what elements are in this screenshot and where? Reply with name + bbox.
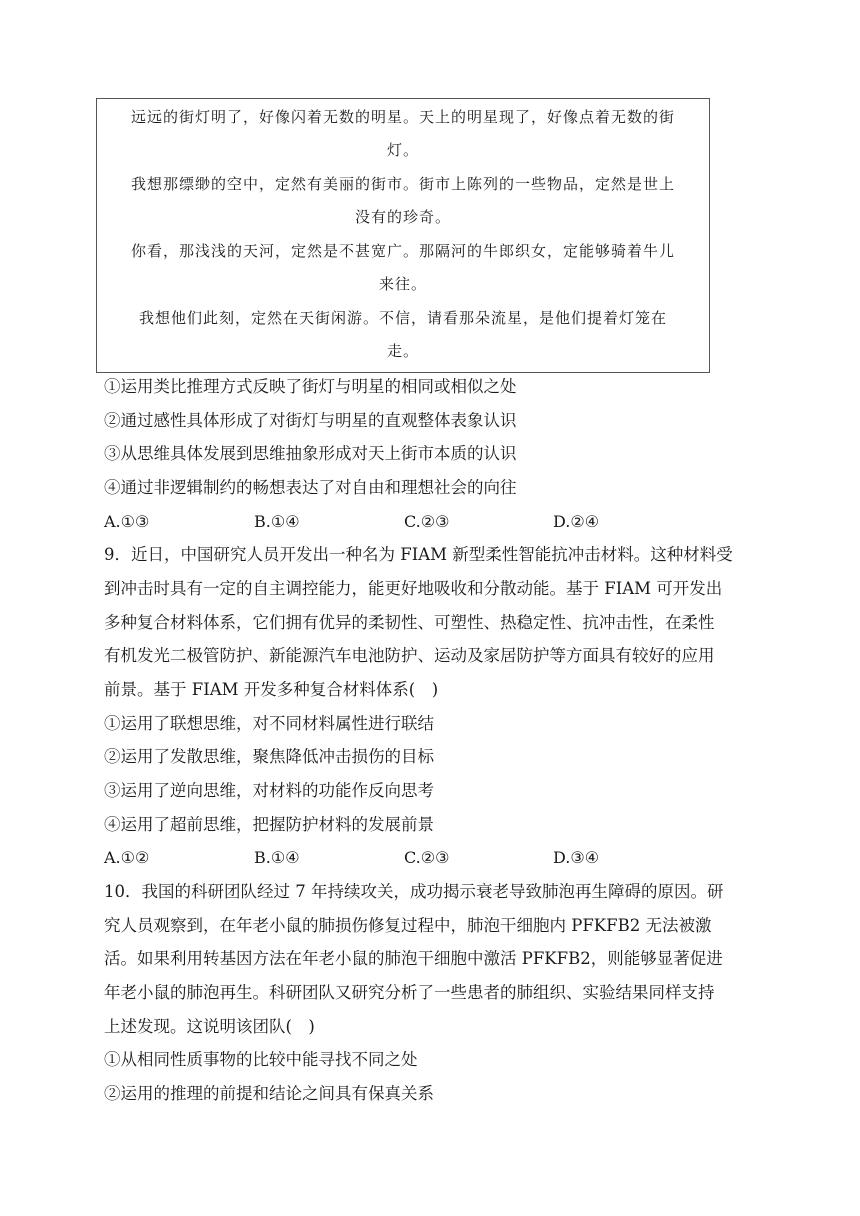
q10-statement-1: ①从相同性质事物的比较中能寻找不同之处 (104, 1050, 418, 1069)
poem-line: 走。 (386, 342, 419, 360)
q10-text-line: 究人员观察到，在年老小鼠的肺损伤修复过程中，肺泡干细胞内 PFKFB2 无法被激 (104, 916, 712, 935)
poem-line: 灯。 (386, 141, 419, 159)
q8-option-a: A.①③ (104, 512, 150, 531)
q8-statement-3: ③从思维具体发展到思维抽象形成对天上街市本质的认识 (104, 444, 517, 463)
q8-option-c: C.②③ (404, 512, 450, 531)
q9-statement-3: ③运用了逆向思维，对材料的功能作反向思考 (104, 781, 434, 800)
poem-line: 远远的街灯明了，好像闪着无数的明星。天上的明星现了，好像点着无数的街 (130, 108, 675, 126)
q10-text-line: 10．我国的科研团队经过 7 年持续攻关，成功揭示衰老导致肺泡再生障碍的原因。研 (104, 882, 724, 901)
q10-text-line: 活。如果利用转基因方法在年老小鼠的肺泡干细胞中激活 PFKFB2，则能够显著促进 (104, 949, 723, 968)
q8-statement-1: ①运用类比推理方式反映了街灯与明星的相同或相似之处 (104, 377, 517, 396)
poem-line: 我想他们此刻，定然在天街闲游。不信，请看那朵流星，是他们提着灯笼在 (138, 309, 667, 327)
poem-line: 来往。 (378, 275, 427, 293)
q10-text-line: 上述发现。这说明该团队( ) (104, 1017, 315, 1036)
q8-option-d: D.②④ (553, 512, 600, 531)
q8-statement-4: ④通过非逻辑制约的畅想表达了对自由和理想社会的向往 (104, 478, 517, 497)
q9-text-line: 到冲击时具有一定的自主调控能力，能更好地吸收和分散动能。基于 FIAM 可开发出 (104, 579, 723, 598)
q9-text-line: 有机发光二极管防护、新能源汽车电池防护、运动及家居防护等方面具有较好的应用 (104, 646, 715, 665)
q9-option-b: B.①④ (254, 848, 300, 867)
q10-statement-2: ②运用的推理的前提和结论之间具有保真关系 (104, 1084, 434, 1103)
q10-text-line: 年老小鼠的肺泡再生。科研团队又研究分析了一些患者的肺组织、实验结果同样支持 (104, 983, 715, 1002)
q9-text-line: 多种复合材料体系，它们拥有优异的柔韧性、可塑性、热稳定性、抗冲击性，在柔性 (104, 613, 715, 632)
poem-line: 你看，那浅浅的天河，定然是不甚宽广。那隔河的牛郎织女，定能够骑着牛儿 (130, 242, 675, 260)
poem-line: 没有的珍奇。 (354, 208, 451, 226)
q9-option-d: D.③④ (553, 848, 600, 867)
q9-option-a: A.①② (104, 848, 150, 867)
q9-text-line: 9．近日，中国研究人员开发出一种名为 FIAM 新型柔性智能抗冲击材料。这种材料受 (104, 545, 733, 564)
poem-box (96, 98, 710, 373)
q9-option-c: C.②③ (404, 848, 450, 867)
q9-text-line: 前景。基于 FIAM 开发多种复合材料体系( ) (104, 680, 439, 699)
q8-statement-2: ②通过感性具体形成了对街灯与明星的直观整体表象认识 (104, 411, 517, 430)
q9-statement-2: ②运用了发散思维，聚焦降低冲击损伤的目标 (104, 747, 434, 766)
q9-statement-4: ④运用了超前思维，把握防护材料的发展前景 (104, 815, 434, 834)
poem-line: 我想那缥缈的空中，定然有美丽的街市。街市上陈列的一些物品，定然是世上 (130, 175, 675, 193)
q9-statement-1: ①运用了联想思维，对不同材料属性进行联结 (104, 714, 434, 733)
q8-option-b: B.①④ (254, 512, 300, 531)
